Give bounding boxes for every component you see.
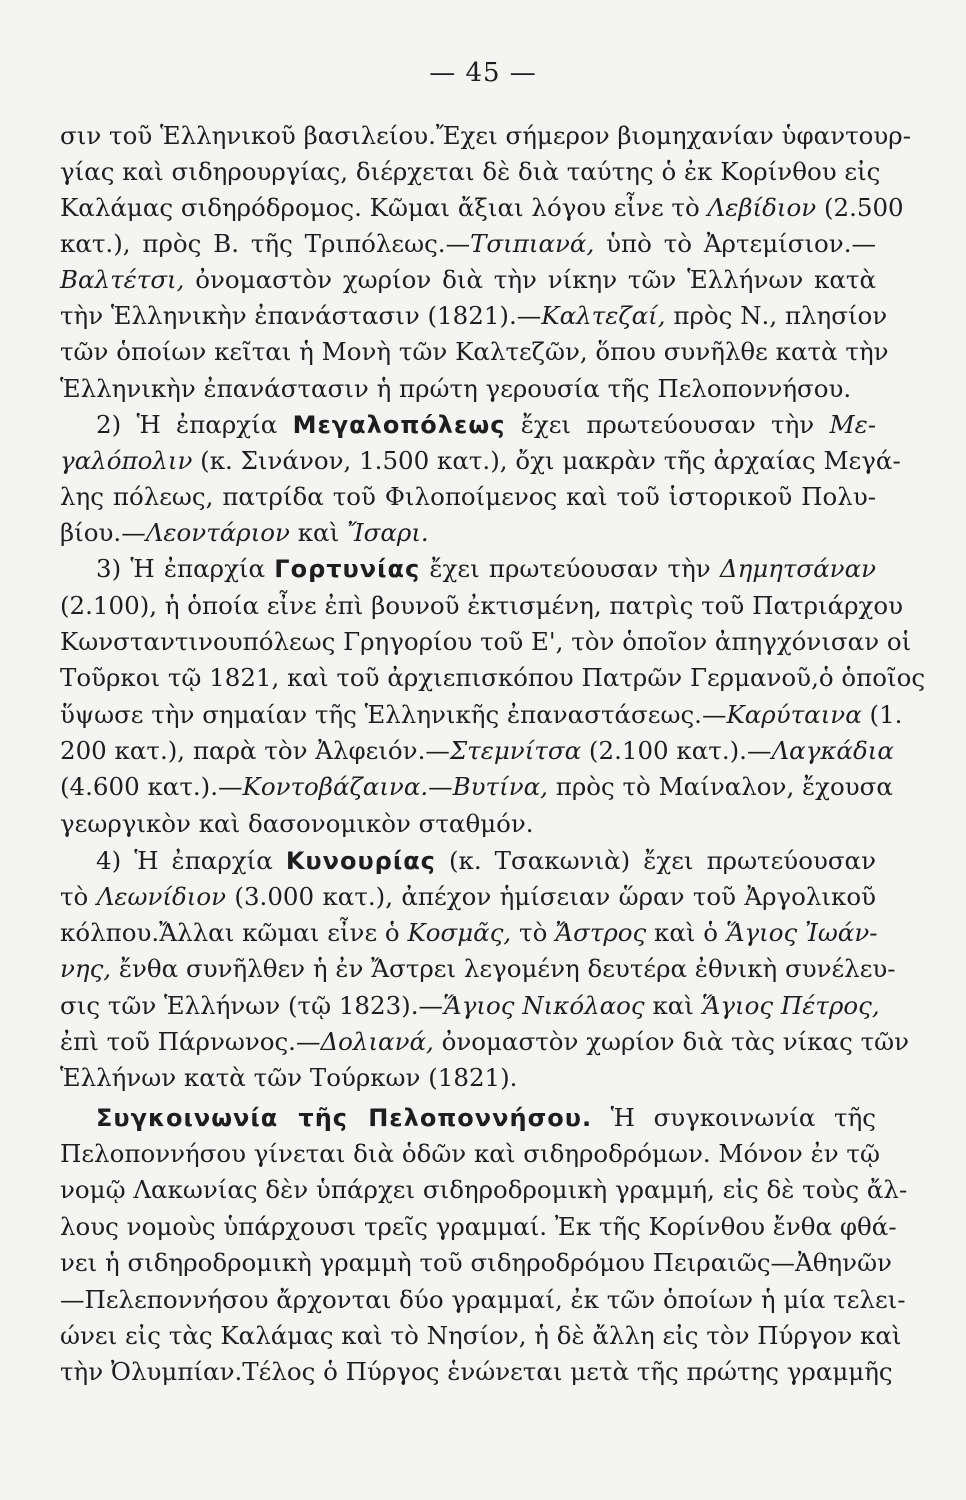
italic-place-name: γαλόπολιν	[60, 446, 193, 475]
text-line	[60, 1318, 902, 1354]
text-run: (κ. Τσακωνιὰ) ἔχει πρωτεύουσαν	[435, 846, 876, 875]
section-heading: Γορτυνίας	[274, 555, 421, 583]
italic-place-name: Βαλτέτσι,	[60, 265, 185, 294]
text-run: (4.600 κατ.).—	[60, 772, 243, 801]
text-run: Ἑλληνικὴν ἐπανάστασιν ἡ πρώτη γερουσία τῆς Πελοποννήσου.	[60, 374, 852, 403]
text-run: κόλπου.Ἄλλαι κῶμαι εἶνε ὁ	[60, 918, 408, 947]
text-run: ἔχει πρωτεύουσαν τὴν	[505, 410, 830, 439]
text-line	[60, 334, 889, 370]
italic-place-name: Καλτεζαί,	[541, 301, 666, 330]
text-line	[60, 118, 911, 154]
section-heading: Κυνουρίας	[285, 847, 436, 875]
text-run: κατ.), πρὸς Β. τῆς Τριπόλεως.—	[60, 229, 471, 258]
text-line	[60, 733, 894, 769]
text-run: Ἑλλήνων κατὰ τῶν Τούρκων (1821).	[60, 1063, 518, 1092]
text-run: γίας καὶ σιδηρουργίας, διέρχεται δὲ διὰ ταύτης ὁ ἐκ Κορίνθου εἰς	[60, 157, 881, 186]
italic-place-name: Δολιανά,	[320, 1027, 434, 1056]
text-line	[60, 1060, 517, 1096]
text-line	[60, 769, 893, 805]
text-run: λους νομοὺς ὑπάρχουσι τρεῖς γραμμαί. Ἐκ τῆς Κορίνθου ἔνθα φθά-	[60, 1212, 897, 1241]
text-run: νει ἡ σιδηροδρομικὴ γραμμὴ τοῦ σιδηροδρόμου Πειραιῶς—Ἀθηνῶν	[60, 1248, 892, 1277]
text-line	[60, 1282, 906, 1318]
text-line	[96, 843, 876, 879]
text-run: τὴν Ἑλληνικὴν ἐπανάστασιν (1821).—	[60, 301, 542, 330]
italic-place-name: νης,	[60, 954, 112, 983]
italic-place-name: Καρύταινα	[726, 700, 862, 729]
text-run: ὕψωσε τὴν σημαίαν τῆς Ἑλληνικῆς ἐπαναστάσεως.—	[60, 700, 727, 729]
text-run: (3.000 κατ.), ἀπέχον ἡμίσειαν ὥραν τοῦ Ἀργολικοῦ	[226, 882, 876, 911]
text-run: πρὸς Ν., πλησίον	[665, 301, 888, 330]
text-line	[60, 806, 534, 842]
italic-place-name: Λεβίδιον	[707, 193, 817, 222]
text-run: Καλάμας σιδηρόδρομος. Κῶμαι ἄξιαι λόγου εἶνε τὸ	[60, 193, 708, 222]
italic-place-name: Λαγκάδια	[771, 736, 894, 765]
italic-place-name: Λεωνίδιον	[96, 882, 227, 911]
text-line	[60, 660, 926, 696]
italic-place-name: Ἅγιος Νικόλαος	[443, 991, 645, 1020]
text-run: τὸ	[511, 918, 556, 947]
page-number: — 45 —	[429, 58, 537, 88]
text-run: ὀνομαστὸν χωρίον διὰ τὴν νίκην τῶν Ἑλλήνων κατὰ	[184, 265, 876, 294]
text-run: (2.100 κατ.).—	[581, 736, 772, 765]
text-run: τὸ	[60, 882, 97, 911]
text-run: 200 κατ.), παρὰ τὸν Ἀλφειόν.—	[60, 736, 450, 765]
text-run: λης πόλεως, πατρίδα τοῦ Φιλοποίμενος καὶ τοῦ ἱστορικοῦ Πολυ-	[60, 482, 876, 511]
text-line	[60, 479, 876, 515]
text-line	[96, 407, 876, 443]
italic-place-name: Λεοντάριον	[145, 518, 290, 547]
text-run: νομῷ Λακωνίας δὲν ὑπάρχει σιδηροδρομικὴ γραμμή, εἰς δὲ τοὺς ἄλ-	[60, 1175, 908, 1204]
text-line	[60, 988, 880, 1024]
text-line	[96, 551, 876, 587]
text-line	[60, 371, 851, 407]
text-line	[60, 515, 429, 551]
text-run: ἔνθα συνῆλθεν ἡ ἐν Ἄστρει λεγομένη δευτέρα ἐθνικὴ συνέλευ-	[111, 954, 896, 983]
italic-place-name: Με-	[829, 410, 876, 439]
text-run: —Πελεποννήσου ἄρχονται δύο γραμμαί, ἐκ τῶν ὁποίων ἡ μία τελει-	[60, 1285, 906, 1314]
text-run: —	[428, 772, 453, 801]
text-run: (2.100), ἡ ὁποία εἶνε ἐπὶ βουνοῦ ἐκτισμένη, πατρὶς τοῦ Πατριάρχου	[60, 591, 904, 620]
text-line	[60, 1024, 910, 1060]
text-run: ὀνομαστὸν χωρίον διὰ τὰς νίκας τῶν	[433, 1027, 910, 1056]
text-line	[60, 1245, 892, 1281]
text-line	[60, 298, 888, 334]
text-line	[60, 226, 876, 262]
text-line	[60, 879, 876, 915]
text-line	[60, 262, 876, 298]
text-run: ώνει εἰς τὰς Καλάμας καὶ τὸ Νησίον, ἡ δὲ ἄλλη εἰς τὸν Πύργον καὶ	[60, 1321, 902, 1350]
text-run: Κωνσταντινουπόλεως Γρηγορίου τοῦ Ε', τὸν ὁποῖον ἀπηγχόνισαν οἱ	[60, 627, 912, 656]
text-run: 2) Ἡ ἐπαρχία	[96, 410, 293, 439]
text-run: σις τῶν Ἑλλήνων (τῷ 1823).—	[60, 991, 444, 1020]
text-line	[60, 1136, 880, 1172]
italic-place-name: Ἴσαρι.	[347, 518, 429, 547]
text-run: Τοῦρκοι τῷ 1821, καὶ τοῦ ἀρχιεπισκόπου Πατρῶν Γερμανοῦ,ὁ ὁποῖος	[60, 663, 926, 692]
text-run: (2.500	[816, 193, 904, 222]
text-run: 4) Ἡ ἐπαρχία	[96, 846, 286, 875]
italic-place-name: Δημητσάναν	[719, 554, 877, 583]
text-line	[60, 624, 912, 660]
text-run: ἐπὶ τοῦ Πάρνωνος.—	[60, 1027, 321, 1056]
italic-place-name: Ἅγιος Πέτρος,	[701, 991, 880, 1020]
text-run: (κ. Σινάνον, 1.500 κατ.), ὄχι μακρὰν τῆς ἀρχαίας Μεγά-	[192, 446, 901, 475]
text-run: πρὸς τὸ Μαίναλον, ἔχουσα	[547, 772, 893, 801]
text-line	[60, 1172, 908, 1208]
italic-place-name: Κοσμᾶς,	[407, 918, 512, 947]
section-heading: Συγκοινωνία τῆς Πελοποννήσου.	[96, 1104, 593, 1132]
italic-place-name: Ἅγιος Ἰωάν-	[725, 918, 878, 947]
italic-place-name: Κοντοβάζαινα.	[242, 772, 429, 801]
text-run: καὶ	[289, 518, 347, 547]
text-line	[60, 1209, 897, 1245]
text-run: ὑπὸ τὸ Ἀρτεμίσιον.—	[594, 229, 876, 258]
text-line	[60, 951, 896, 987]
text-run: ἔχει πρωτεύουσαν τὴν	[420, 554, 720, 583]
text-line	[96, 1100, 876, 1136]
text-line	[60, 588, 904, 624]
italic-place-name: Ἄστρος	[555, 918, 647, 947]
text-line	[60, 1354, 893, 1390]
italic-place-name: Βυτίνα,	[452, 772, 548, 801]
text-run: σιν τοῦ Ἑλληνικοῦ βασιλείου.Ἔχει σήμερον βιομηχανίαν ὑφαντουρ-	[60, 121, 911, 150]
text-line	[60, 190, 904, 226]
text-line	[60, 697, 903, 733]
text-run: Πελοποννήσου γίνεται διὰ ὁδῶν καὶ σιδηροδρόμων. Μόνον ἐν τῷ	[60, 1139, 880, 1168]
italic-place-name: Στεμνίτσα	[449, 736, 582, 765]
text-run: τὴν Ὀλυμπίαν.Τέλος ὁ Πύργος ἑνώνεται μετὰ τῆς πρώτης γραμμῆς	[60, 1357, 893, 1386]
text-line	[60, 915, 876, 951]
text-line	[60, 154, 881, 190]
text-run: τῶν ὁποίων κεῖται ἡ Μονὴ τῶν Καλτεζῶν, ὅπου συνῆλθε κατὰ τὴν	[60, 337, 889, 366]
text-line	[60, 443, 901, 479]
text-run: 3) Ἡ ἐπαρχία	[96, 554, 275, 583]
text-run: (1.	[861, 700, 903, 729]
text-run: βίου.—	[60, 518, 146, 547]
text-run: Ἡ συγκοινωνία τῆς	[592, 1103, 876, 1132]
text-run: γεωργικὸν καὶ δασονομικὸν σταθμόν.	[60, 809, 534, 838]
text-run: καὶ	[644, 991, 702, 1020]
italic-place-name: Τσιπιανά,	[470, 229, 595, 258]
text-run: καὶ ὁ	[646, 918, 726, 947]
section-heading: Μεγαλοπόλεως	[292, 411, 506, 439]
